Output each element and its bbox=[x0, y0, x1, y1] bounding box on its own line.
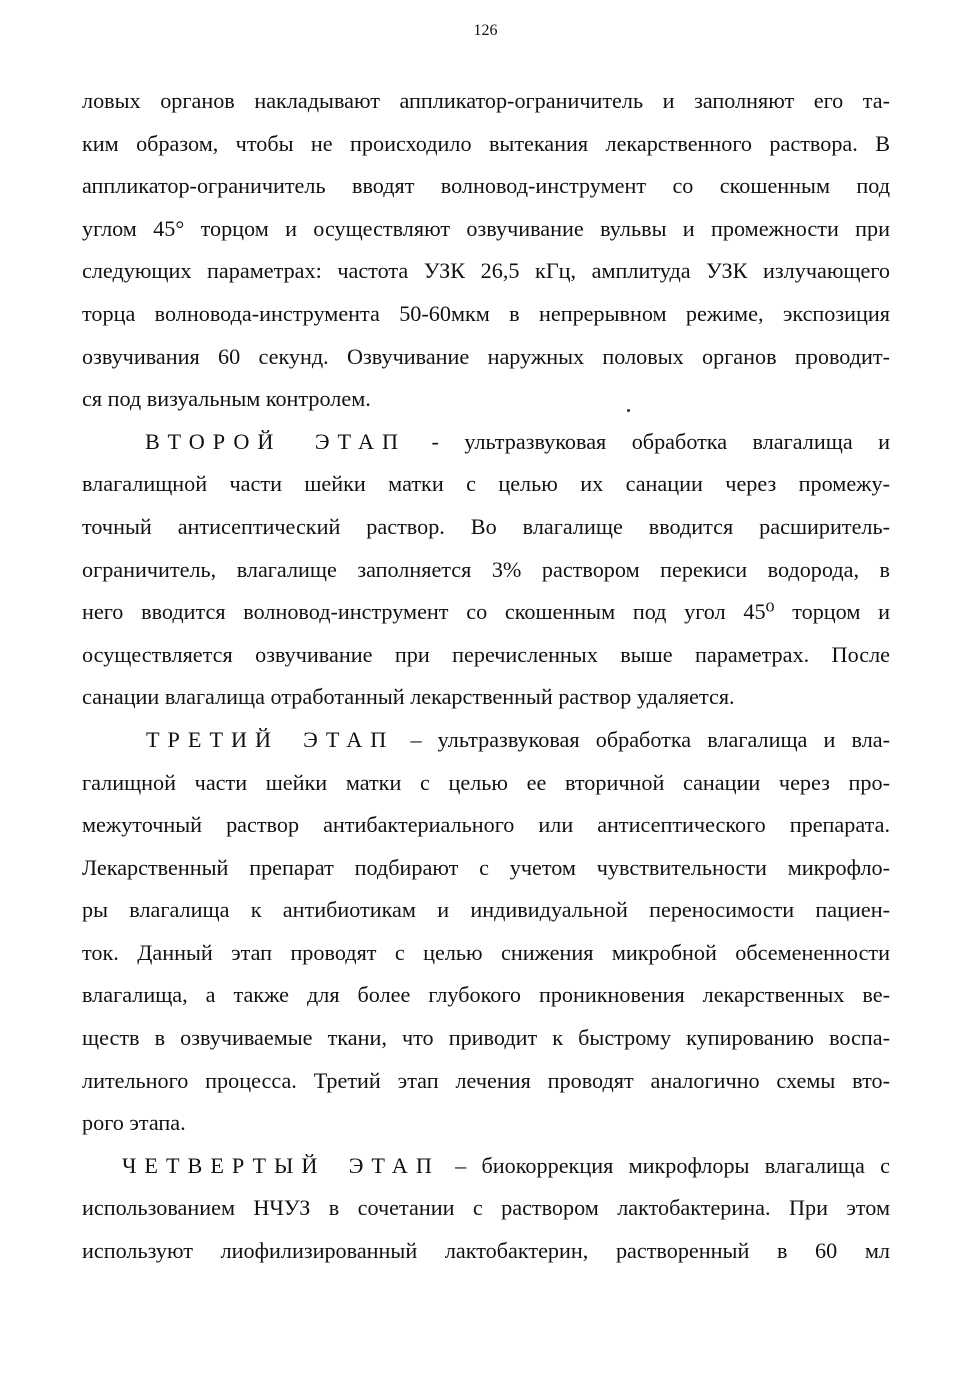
text-line: него вводится волновод-инструмент со скошенным под угол 45⁰ торцом и bbox=[82, 599, 890, 625]
text-line: осуществляется озвучивание при перечисленных выше параметрах. После bbox=[82, 641, 890, 667]
heading-rest: – ультразвуковая обработка влагалища и вла- bbox=[394, 726, 891, 752]
text-line: точный антисептический раствор. Во влагалище вводится расширитель- bbox=[82, 513, 890, 539]
text-line: лительного процесса. Третий этап лечения проводят аналогично схемы вто- bbox=[82, 1067, 890, 1093]
heading-rest: – биокоррекция микрофлоры влагалища с bbox=[439, 1152, 890, 1178]
paragraph-first-line bbox=[82, 421, 890, 464]
text-line: аппликатор-ограничитель вводят волновод-инструмент со скошенным под bbox=[82, 173, 890, 199]
stage-heading: ТРЕТИЙ ЭТАП bbox=[146, 726, 395, 752]
text-line: следующих параметрах: частота УЗК 26,5 кГц, амплитуда УЗК излучающего bbox=[82, 258, 890, 284]
paragraph-first-line bbox=[82, 1145, 890, 1188]
paragraph-first-line bbox=[82, 719, 890, 762]
text-line: используют лиофилизированный лактобактерин, растворенный в 60 мл bbox=[82, 1238, 890, 1264]
text-line: ры влагалища к антибиотикам и индивидуальной переносимости пациен- bbox=[82, 897, 890, 923]
heading-rest: - ультразвуковая обработка влагалища и bbox=[406, 428, 890, 454]
page-number: 126 bbox=[473, 22, 498, 39]
text-line: межуточный раствор антибактериального или антисептического препарата. bbox=[82, 812, 890, 838]
text-line: углом 45° торцом и осуществляют озвучивание вульвы и промежности при bbox=[82, 215, 890, 241]
text-line: ограничитель, влагалище заполняется 3% раствором перекиси водорода, в bbox=[82, 556, 890, 582]
text-line: ся под визуальным контролем. bbox=[82, 386, 371, 412]
text-line: влагалища, а также для более глубокого проникновения лекарственных ве- bbox=[82, 982, 890, 1008]
text-line: ловых органов накладывают аппликатор-ограничитель и заполняют его та- bbox=[82, 88, 890, 113]
text-line: ществ в озвучиваемые ткани, что приводит к быстрому купированию воспа- bbox=[82, 1025, 890, 1051]
text-line: Лекарственный препарат подбирают с учетом чувствительности микрофло- bbox=[82, 854, 890, 880]
text-line: ток. Данный этап проводят с целью снижения микробной обсемененности bbox=[82, 939, 890, 965]
document-body bbox=[82, 80, 890, 1273]
stage-heading: ВТОРОЙ ЭТАП bbox=[145, 428, 407, 454]
text-line: галищной части шейки матки с целью ее вторичной санации через про- bbox=[82, 769, 890, 795]
text-line: торца волновода-инструмента 50-60мкм в непрерывном режиме, экспозиция bbox=[82, 300, 890, 326]
text-line: ким образом, чтобы не происходило вытекания лекарственного раствора. В bbox=[82, 130, 890, 156]
text-line: озвучивания 60 секунд. Озвучивание наружных половых органов проводит- bbox=[82, 343, 890, 369]
text-line: влагалищной части шейки матки с целью их санации через промежу- bbox=[82, 471, 890, 497]
text-line: санации влагалища отработанный лекарственный раствор удаляется. bbox=[82, 684, 735, 710]
text-line: использованием НЧУЗ в сочетании с раствором лактобактерина. При этом bbox=[82, 1195, 890, 1221]
stage-heading: ЧЕТВЕРТЫЙ ЭТАП bbox=[122, 1152, 440, 1178]
text-line: рого этапа. bbox=[82, 1110, 186, 1136]
